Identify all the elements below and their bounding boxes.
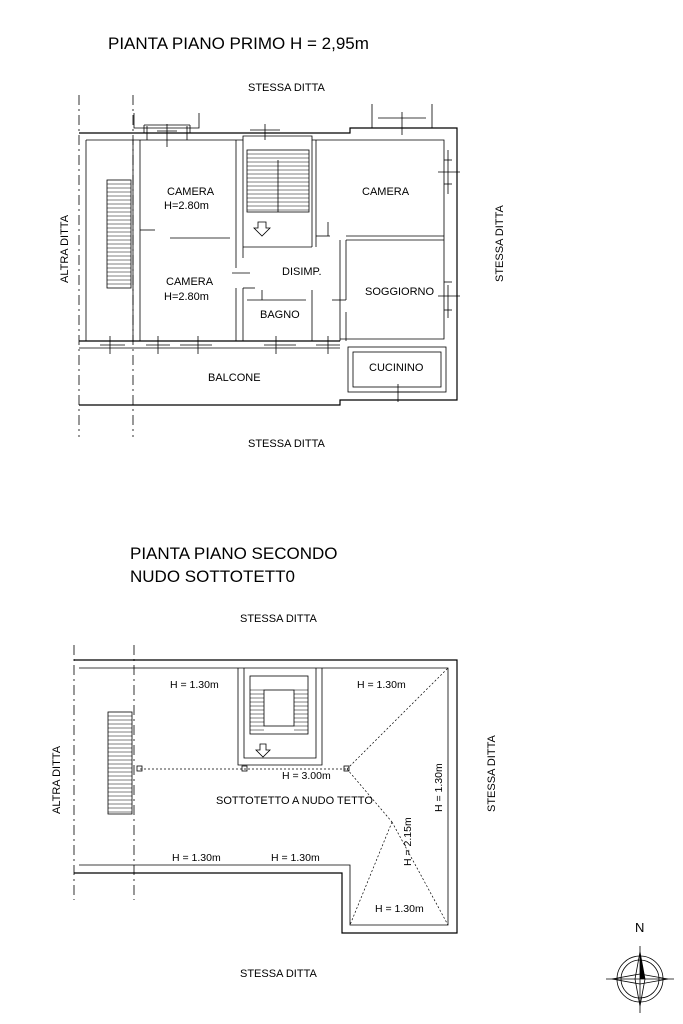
- first-floor-right-neighbor: STESSA DITTA: [494, 205, 506, 282]
- height-diagonal: H = 2.15m: [402, 817, 414, 866]
- first-floor-title: PIANTA PIANO PRIMO H = 2,95m: [108, 34, 369, 53]
- first-floor-left-neighbor: ALTRA DITTA: [59, 214, 71, 283]
- second-floor-right-neighbor: STESSA DITTA: [486, 735, 498, 812]
- disimpegno-label: DISIMP.: [282, 266, 322, 278]
- cucinino-label: CUCININO: [369, 362, 424, 374]
- bagno-label: BAGNO: [260, 309, 300, 321]
- camera-2-height: H=2.80m: [164, 291, 209, 303]
- second-floor-left-stairs: [108, 712, 132, 814]
- first-floor-left-stairs: [107, 180, 131, 288]
- height-top-right: H = 1.30m: [357, 679, 406, 691]
- north-label: N: [635, 920, 645, 935]
- soggiorno-label: SOGGIORNO: [365, 286, 435, 298]
- camera-3-label: CAMERA: [362, 186, 410, 198]
- height-bottom-mid: H = 1.30m: [271, 852, 320, 864]
- first-floor-central-stairs: [247, 150, 309, 236]
- camera-1-height: H=2.80m: [164, 200, 209, 212]
- first-floor-top-neighbor: STESSA DITTA: [248, 82, 325, 94]
- height-top-left: H = 1.30m: [170, 679, 219, 691]
- height-ridge: H = 3.00m: [282, 770, 331, 782]
- compass-rose-icon: [606, 946, 674, 1013]
- second-floor-bottom-neighbor: STESSA DITTA: [240, 968, 317, 980]
- balcone-label: BALCONE: [208, 372, 261, 384]
- sottotetto-label: SOTTOTETTO A NUDO TETTO: [216, 795, 373, 807]
- first-floor-plan: [59, 34, 506, 450]
- second-floor-title-line1: PIANTA PIANO SECONDO: [130, 544, 338, 563]
- first-floor-bottom-neighbor: STESSA DITTA: [248, 438, 325, 450]
- height-bottom-left: H = 1.30m: [172, 852, 221, 864]
- height-bottom-corner: H = 1.30m: [375, 903, 424, 915]
- camera-2-label: CAMERA: [166, 276, 214, 288]
- second-floor-central-stairs: [238, 668, 322, 765]
- north-compass: [606, 920, 674, 1013]
- camera-1-label: CAMERA: [167, 186, 215, 198]
- second-floor-plan: [51, 544, 498, 980]
- second-floor-title-line2: NUDO SOTTOTETT0: [130, 567, 295, 586]
- second-floor-top-neighbor: STESSA DITTA: [240, 613, 317, 625]
- height-right-vertical: H = 1.30m: [433, 763, 445, 812]
- first-floor-windows: [100, 104, 460, 402]
- second-floor-left-neighbor: ALTRA DITTA: [51, 745, 63, 814]
